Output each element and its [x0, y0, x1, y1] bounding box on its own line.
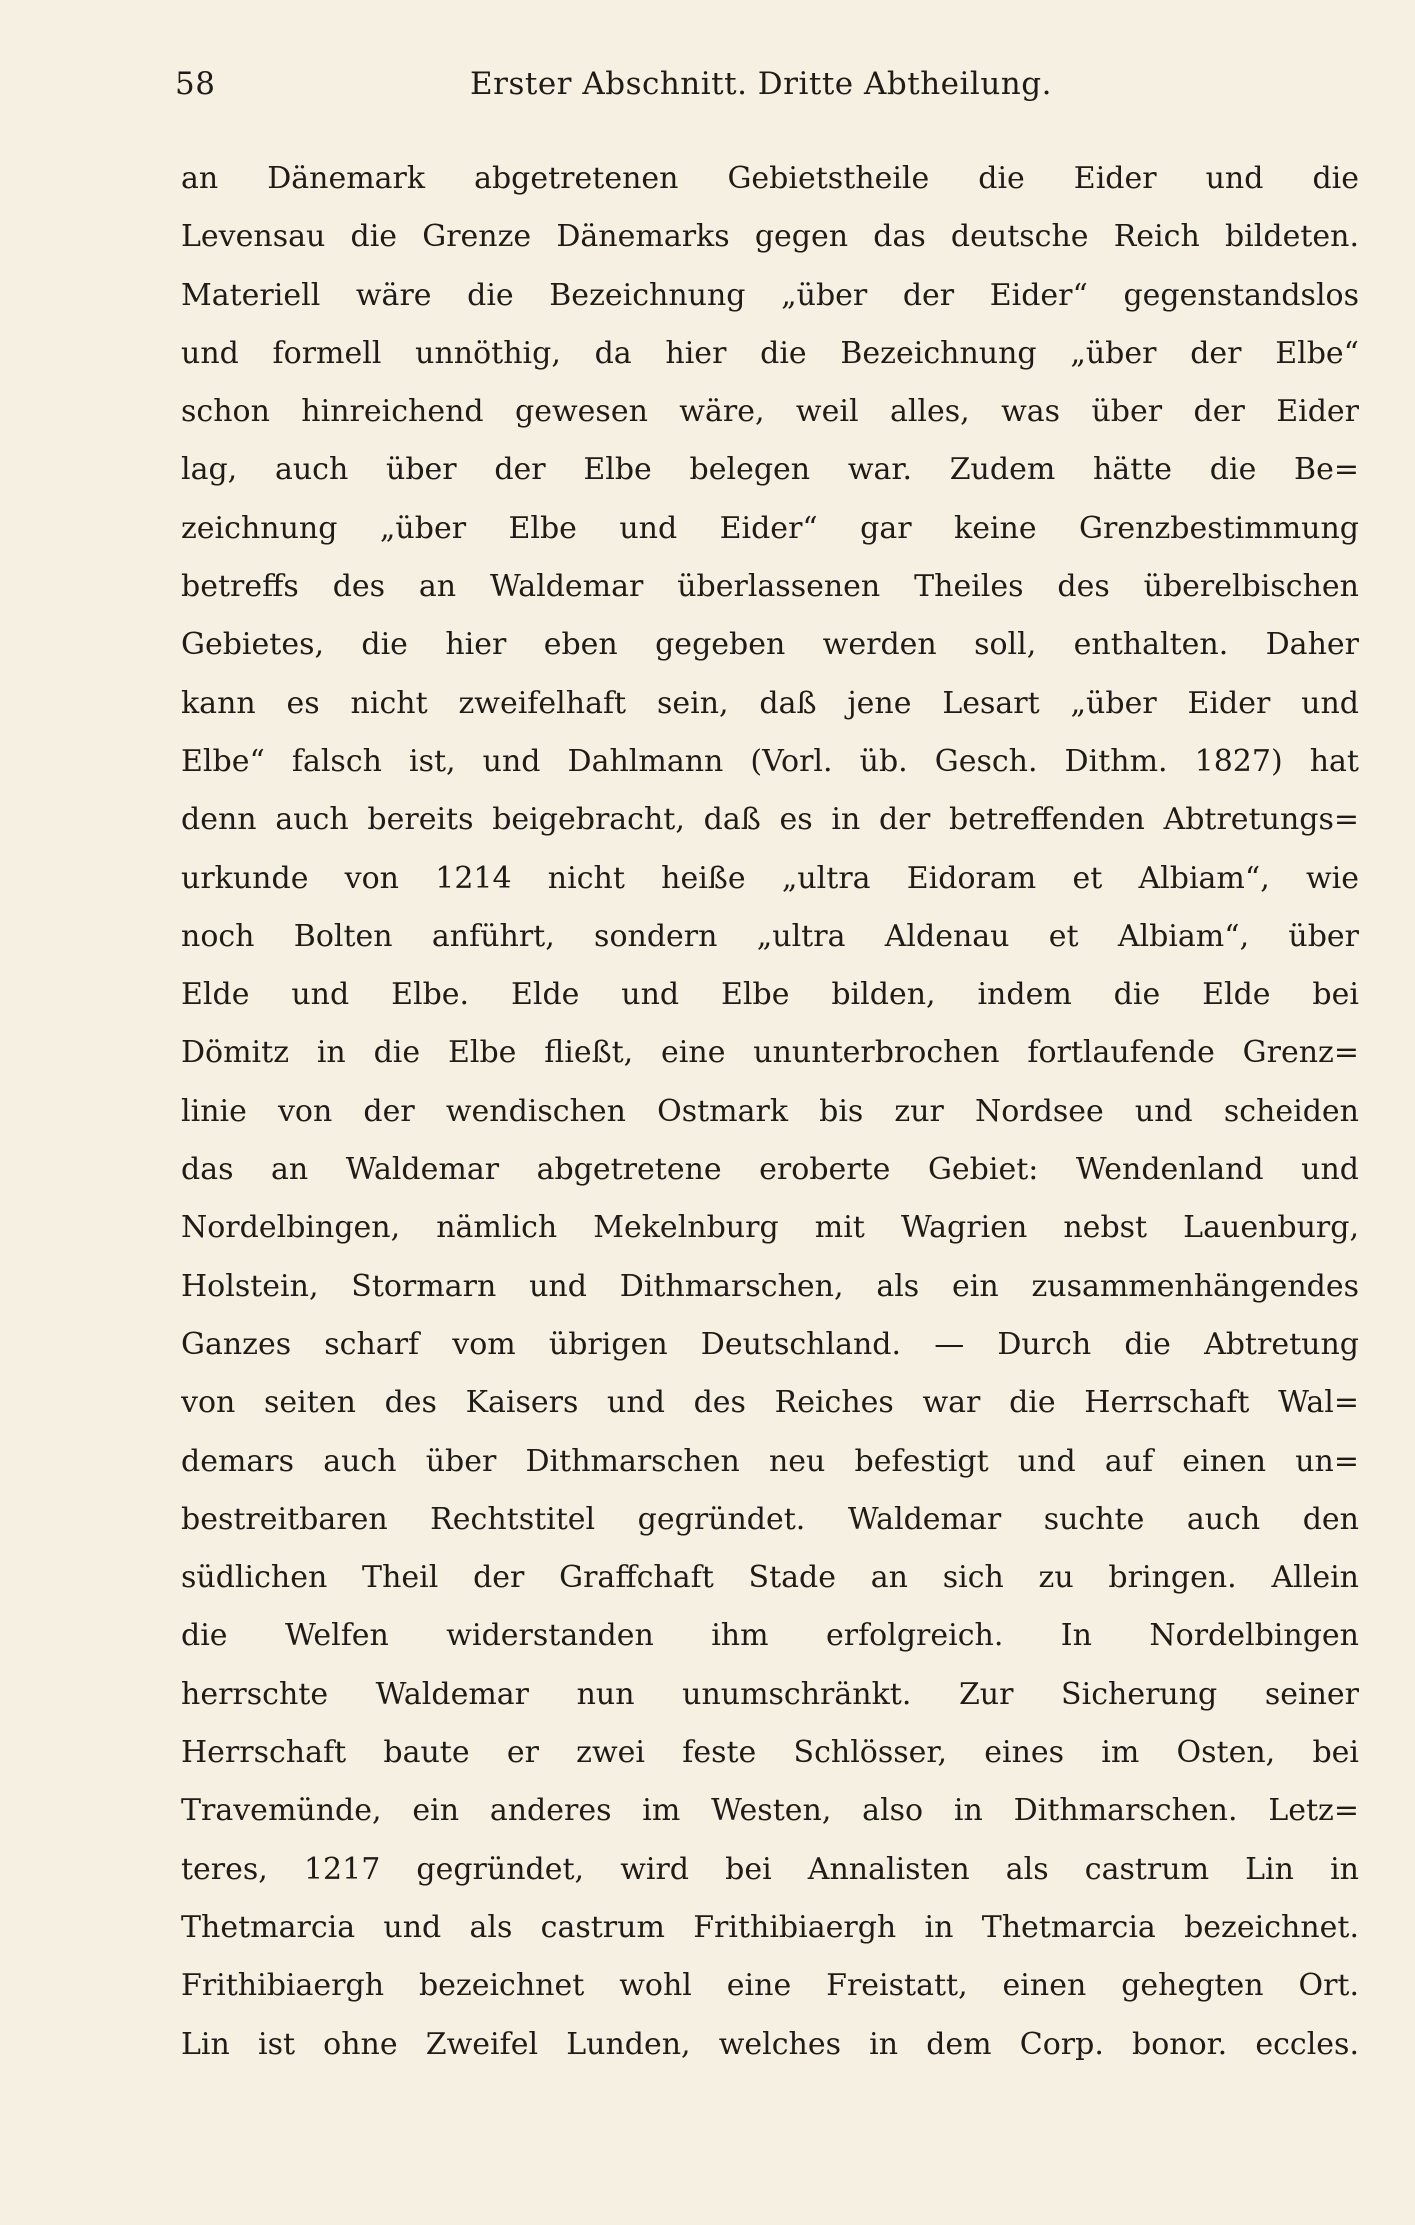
- text-line: linie von der wendischen Ostmark bis zur Nordsee und scheiden: [181, 1093, 1359, 1129]
- body-text: [181, 150, 1359, 2074]
- text-line: schon hinreichend gewesen wäre, weil alles, was über der Eider: [181, 394, 1359, 430]
- page-number: 58: [175, 66, 216, 102]
- text-line: teres, 1217 gegründet, wird bei Annalisten als castrum Lin in: [181, 1851, 1359, 1887]
- text-line: kann es nicht zweifelhaft sein, daß jene Lesart „über Eider und: [181, 685, 1359, 721]
- text-line: Gebietes, die hier eben gegeben werden soll, enthalten. Daher: [181, 627, 1359, 663]
- text-line: Dömitz in die Elbe fließt, eine ununterbrochen fortlaufende Grenz=: [181, 1035, 1359, 1071]
- text-line: Materiell wäre die Bezeichnung „über der Eider“ gegenstandslos: [181, 277, 1359, 313]
- running-head: [175, 66, 1230, 112]
- text-line: Lin ist ohne Zweifel Lunden, welches in dem Corp. bonor. eccles.: [181, 2026, 1359, 2062]
- text-line: Nordelbingen, nämlich Mekelnburg mit Wagrien nebst Lauenburg,: [181, 1210, 1359, 1246]
- text-line: zeichnung „über Elbe und Eider“ gar keine Grenzbestimmung: [181, 510, 1359, 546]
- text-line: demars auch über Dithmarschen neu befestigt und auf einen un=: [181, 1443, 1359, 1479]
- text-line: noch Bolten anführt, sondern „ultra Aldenau et Albiam“, über: [181, 918, 1359, 954]
- text-line: herrschte Waldemar nun unumschränkt. Zur Sicherung seiner: [181, 1676, 1359, 1712]
- text-line: Thetmarcia und als castrum Frithibiaergh in Thetmarcia bezeichnet.: [181, 1909, 1359, 1945]
- running-head-title: Erster Abschnitt. Dritte Abtheilung.: [470, 66, 1052, 102]
- text-line: Holstein, Stormarn und Dithmarschen, als ein zusammenhängendes: [181, 1268, 1359, 1304]
- text-line: Levensau die Grenze Dänemarks gegen das deutsche Reich bildeten.: [181, 219, 1359, 255]
- text-line: das an Waldemar abgetretene eroberte Gebiet: Wendenland und: [181, 1152, 1359, 1188]
- text-line: und formell unnöthig, da hier die Bezeichnung „über der Elbe“: [181, 335, 1359, 371]
- text-line: Elbe“ falsch ist, und Dahlmann (Vorl. üb. Gesch. Dithm. 1827) hat: [181, 743, 1359, 779]
- text-line: denn auch bereits beigebracht, daß es in der betreffenden Abtretungs=: [181, 802, 1359, 838]
- text-line: lag, auch über der Elbe belegen war. Zudem hätte die Be=: [181, 452, 1359, 488]
- text-line: Frithibiaergh bezeichnet wohl eine Freistatt, einen gehegten Ort.: [181, 1968, 1359, 2004]
- text-line: betreffs des an Waldemar überlassenen Theiles des überelbischen: [181, 569, 1359, 605]
- text-line: südlichen Theil der Graffchaft Stade an sich zu bringen. Allein: [181, 1560, 1359, 1596]
- text-line: Elde und Elbe. Elde und Elbe bilden, indem die Elde bei: [181, 977, 1359, 1013]
- text-line: an Dänemark abgetretenen Gebietstheile die Eider und die: [181, 161, 1359, 196]
- text-line: Herrschaft baute er zwei feste Schlösser, eines im Osten, bei: [181, 1735, 1359, 1771]
- text-line: Travemünde, ein anderes im Westen, also in Dithmarschen. Letz=: [181, 1793, 1359, 1829]
- text-line: von seiten des Kaisers und des Reiches war die Herrschaft Wal=: [181, 1385, 1359, 1421]
- text-line: die Welfen widerstanden ihm erfolgreich. In Nordelbingen: [181, 1618, 1359, 1654]
- text-line: urkunde von 1214 nicht heiße „ultra Eidoram et Albiam“, wie: [181, 860, 1359, 896]
- text-line: Ganzes scharf vom übrigen Deutschland. — Durch die Abtretung: [181, 1326, 1359, 1362]
- text-line: bestreitbaren Rechtstitel gegründet. Waldemar suchte auch den: [181, 1501, 1359, 1537]
